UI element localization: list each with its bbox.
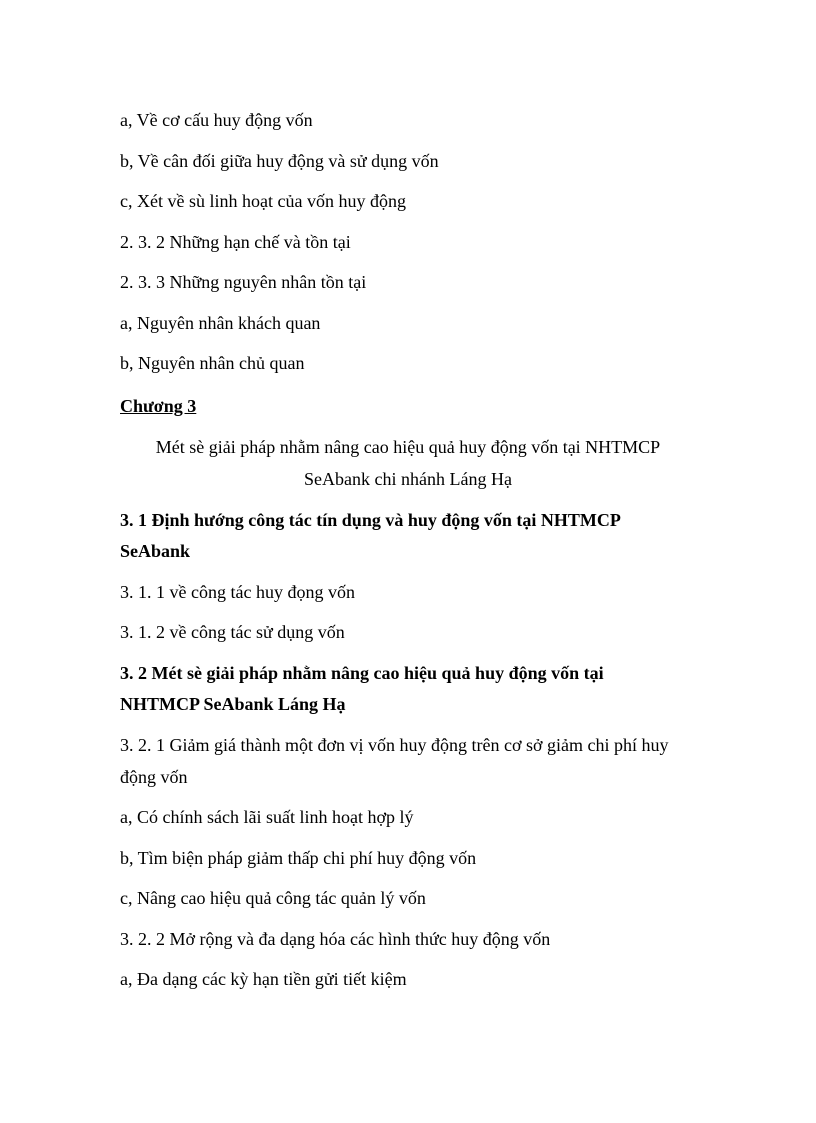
sub-item-a-2: a, Đa dạng các kỳ hạn tiền gửi tiết kiệm (120, 969, 407, 989)
item-3-1-1: 3. 1. 1 về công tác huy đọng vốn (120, 582, 355, 602)
chapter-heading: Chương 3 (120, 396, 197, 416)
item-3-2-1-line-1: 3. 2. 1 Giảm giá thành một đơn vị vốn huy động trên cơ sở giảm chi phí huy (120, 735, 669, 755)
toc-line-4: 2. 3. 2 Những hạn chế và tồn tại (120, 232, 351, 252)
section-3-1-heading-line-2: SeAbank (120, 541, 191, 561)
sub-item-c: c, Nâng cao hiệu quả công tác quản lý vốn (120, 888, 426, 908)
section-3-2-heading-line-2: NHTMCP SeAbank Láng Hạ (120, 694, 346, 714)
toc-line-6: a, Nguyên nhân khách quan (120, 313, 321, 333)
section-3-1-heading-line-1: 3. 1 Định hướng công tác tín dụng và huy động vốn tại NHTMCP (120, 510, 621, 530)
toc-line-3: c, Xét về sù linh hoạt của vốn huy động (120, 191, 406, 211)
sub-item-a: a, Có chính sách lãi suất linh hoạt hợp lý (120, 807, 414, 827)
section-3-2-heading-line-1: 3. 2 Mét sè giải pháp nhằm nâng cao hiệu quả huy động vốn tại (120, 663, 604, 683)
toc-line-5: 2. 3. 3 Những nguyên nhân tồn tại (120, 272, 367, 292)
toc-line-2: b, Về cân đối giữa huy động và sử dụng vốn (120, 151, 439, 171)
item-3-2-2: 3. 2. 2 Mở rộng và đa dạng hóa các hình thức huy động vốn (120, 929, 551, 949)
toc-line-7: b, Nguyên nhân chủ quan (120, 353, 305, 373)
chapter-title-line-1: Mét sè giải pháp nhằm nâng cao hiệu quả huy động vốn tại NHTMCP (155, 437, 661, 457)
sub-item-b: b, Tìm biện pháp giảm thấp chi phí huy động vốn (120, 848, 477, 868)
toc-line-1: a, Về cơ cấu huy động vốn (120, 110, 313, 130)
item-3-2-1-line-2: động vốn (120, 767, 188, 787)
chapter-title-line-2: SeAbank chi nhánh Láng Hạ (304, 469, 512, 489)
item-3-1-2: 3. 1. 2 về công tác sử dụng vốn (120, 622, 345, 642)
